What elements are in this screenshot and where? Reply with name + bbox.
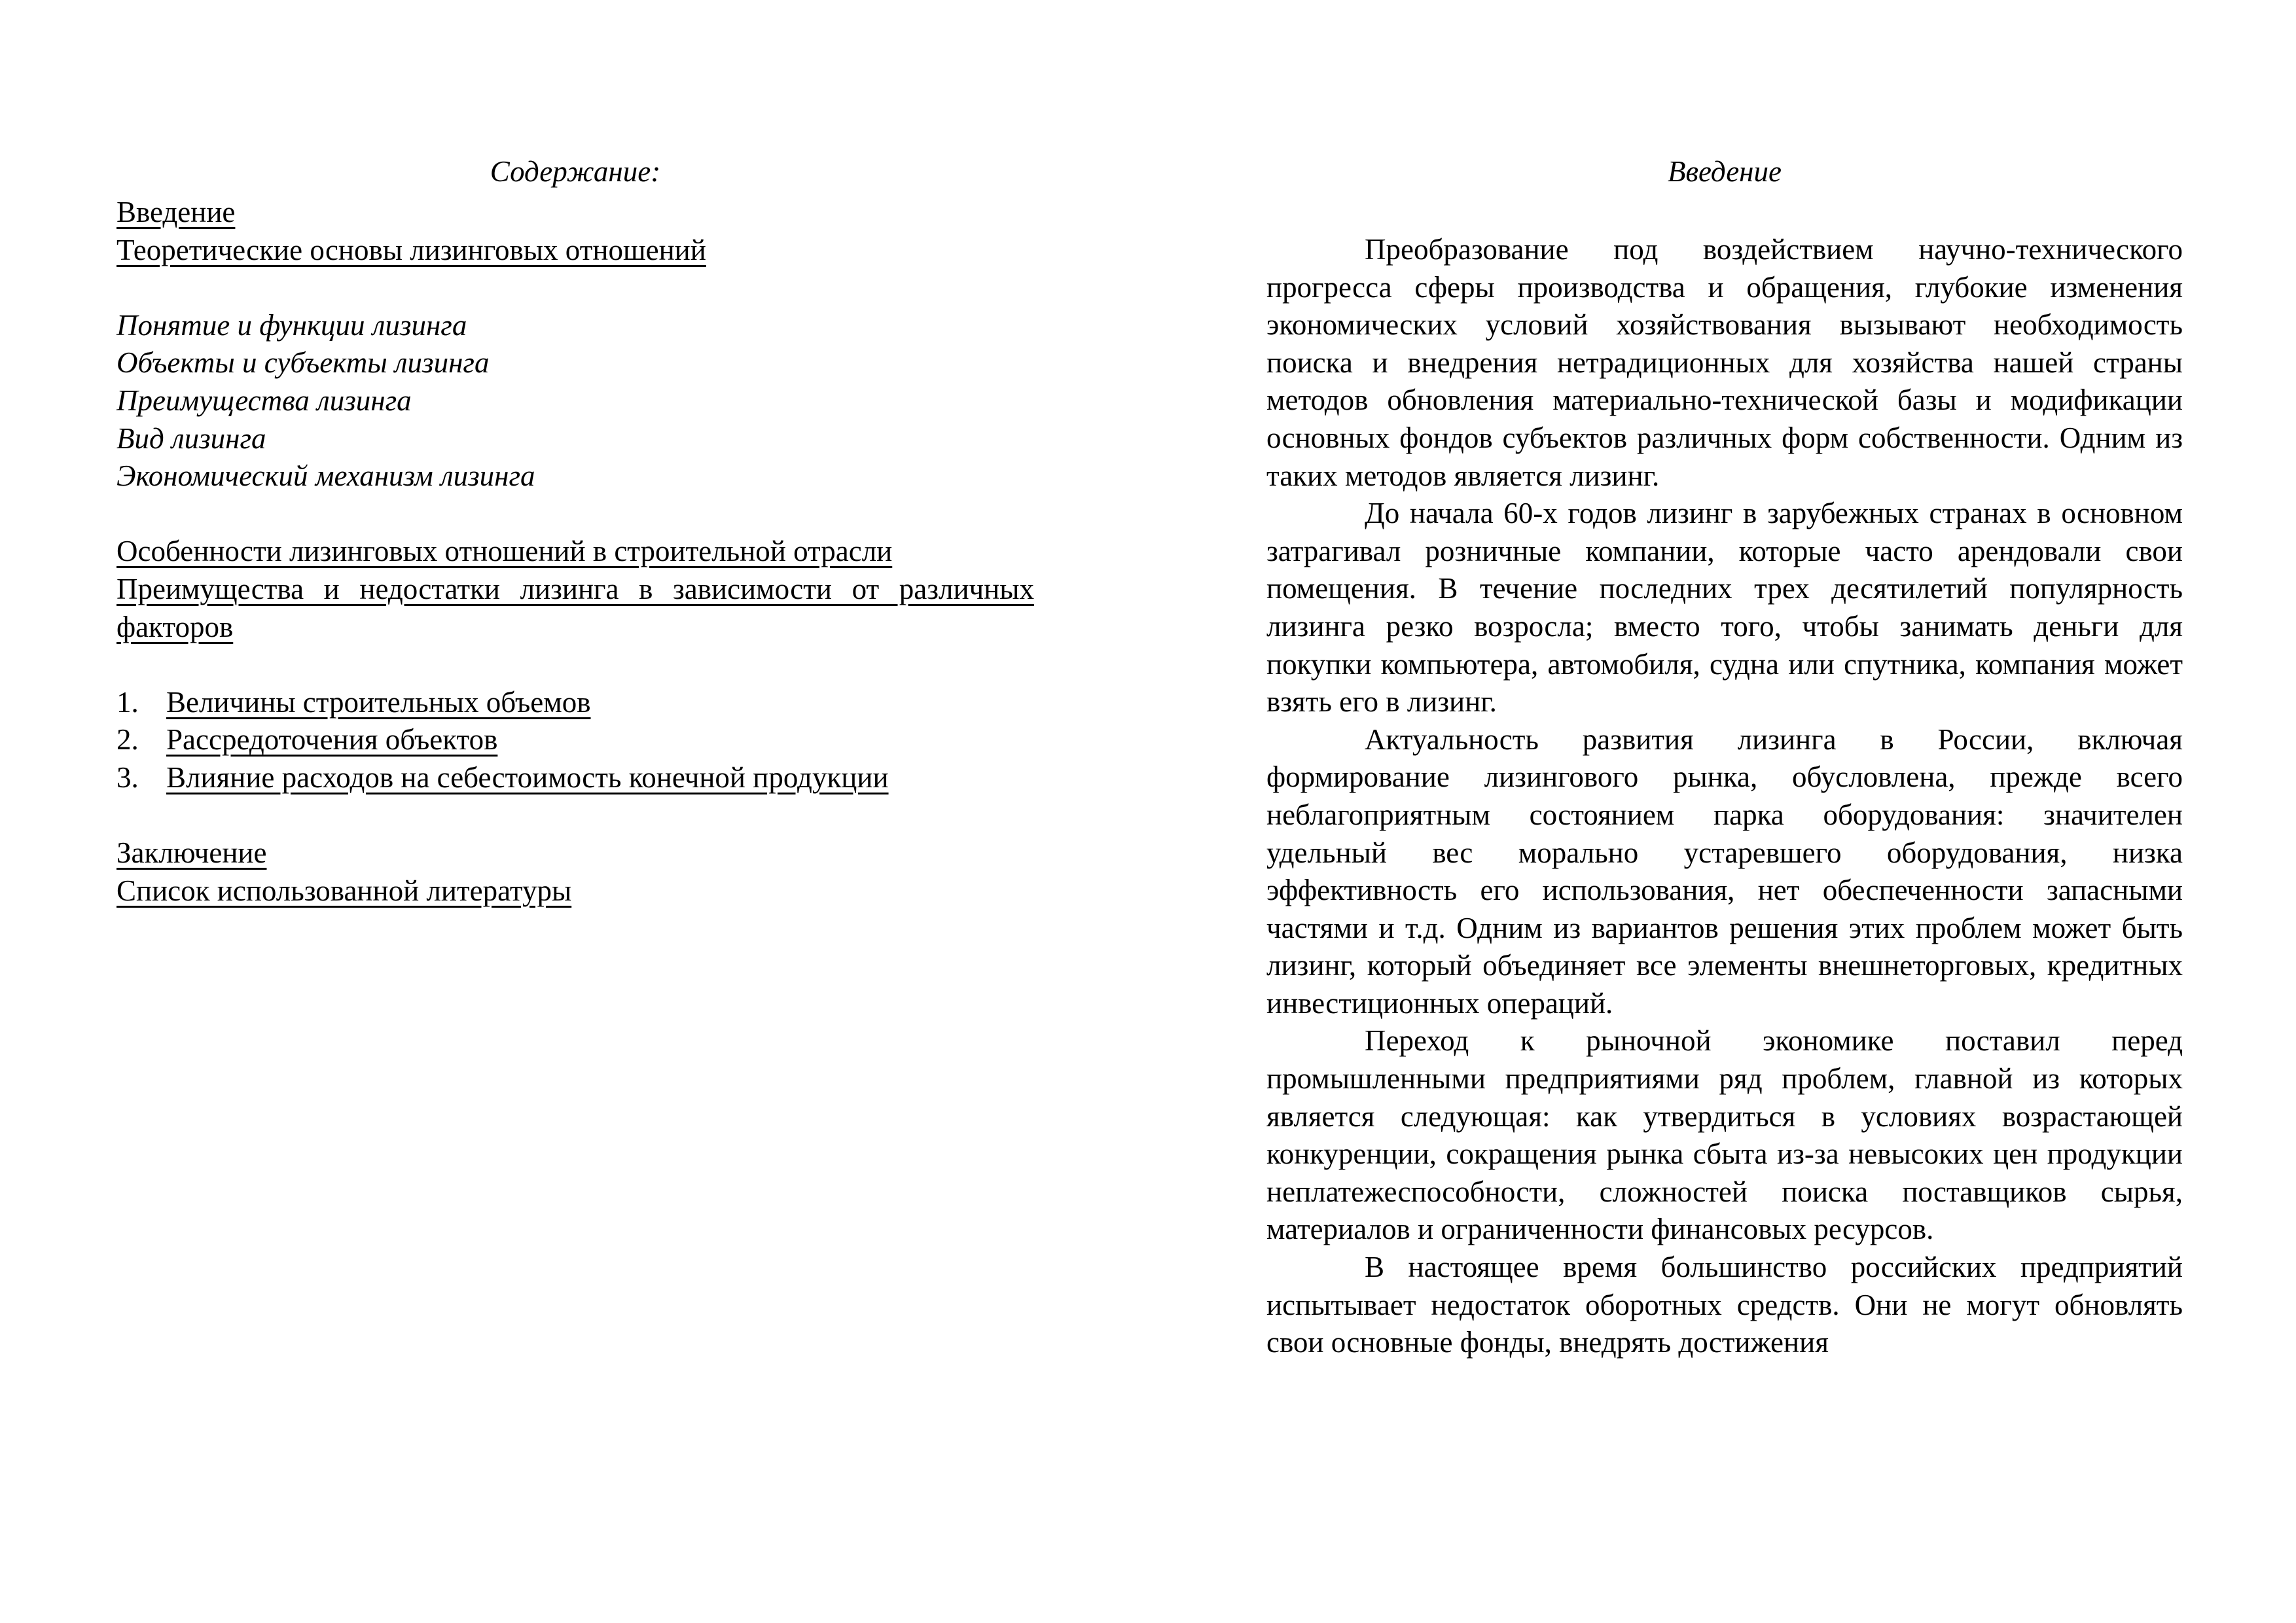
- toc-advantages-section-link[interactable]: Преимущества и недостатки лизинга в зависимости от различных факторов: [117, 572, 1034, 643]
- introduction-paragraph: Переход к рыночной экономике поставил перед промышленными предприятиями ряд проблем, главной из которых является следующая: как утвердиться в условиях возрастающей конкуренции, сокращения рынка сбыта из-за невысоких цен продукции неплатежеспособности, сложностей поиска поставщиков сырья, материалов и ограниченности финансовых ресурсов.: [1266, 1024, 2183, 1246]
- toc-theory-section-link[interactable]: Теоретические основы лизинговых отношений: [117, 233, 706, 266]
- introduction-title: Введение: [1668, 155, 1782, 188]
- table-of-contents: [117, 194, 1034, 910]
- toc-subitem: Понятие и функции лизинга: [117, 308, 467, 342]
- toc-spacer: [117, 495, 1034, 533]
- contents-title: Содержание:: [490, 155, 661, 188]
- toc-spacer: [117, 269, 1034, 307]
- toc-factor-item: [117, 759, 1034, 797]
- toc-introduction-link[interactable]: Введение: [117, 196, 236, 228]
- toc-spacer: [117, 646, 1034, 684]
- introduction-body: [1266, 231, 2183, 1362]
- toc-conclusion-link[interactable]: Заключение: [117, 836, 267, 870]
- toc-bibliography-link[interactable]: Список использованной литературы: [117, 874, 572, 907]
- introduction-page: [1266, 0, 2183, 1623]
- contents-page: [117, 0, 1034, 1623]
- toc-factor-link[interactable]: Влияние расходов на себестоимость конечной продукции: [166, 760, 889, 794]
- introduction-paragraph: До начала 60-х годов лизинг в зарубежных странах в основном затрагивал розничные компании, которые часто арендовали свои помещения. В течение последних трех десятилетий популярность лизинга резко возросла; вместо того, чтобы занимать деньги для покупки компьютера, автомобиля, судна или спутника, компания может взять его в лизинг.: [1266, 497, 2183, 719]
- introduction-paragraph: Актуальность развития лизинга в России, включая формирование лизингового рынка, обусловлена, прежде всего неблагоприятным состоянием парка оборудования: значителен удельный вес морально устаревшего оборудования, низка эффективность его использования, нет обеспеченности запасными частями и т.д. Одним из вариантов решения этих проблем может быть лизинг, который объединяет все элементы внешнеторговых, кредитных инвестиционных операций.: [1266, 722, 2183, 1020]
- toc-factor-item: [117, 721, 1034, 759]
- toc-subitem: Преимущества лизинга: [117, 383, 412, 417]
- toc-subitem: Вид лизинга: [117, 421, 266, 455]
- introduction-paragraph: Преобразование под воздействием научно-технического прогресса сферы производства и обращения, глубокие изменения экономических условий хозяйствования вызывают необходимость поиска и внедрения нетрадиционных для хозяйства нашей страны методов обновления материально-технической базы и модификации основных фондов субъектов различных форм собственности. Одним из таких методов является лизинг.: [1266, 233, 2183, 492]
- toc-subitem: Объекты и субъекты лизинга: [117, 346, 490, 380]
- toc-factor-link[interactable]: Величины строительных объемов: [166, 685, 591, 719]
- toc-subitem: Экономический механизм лизинга: [117, 459, 535, 493]
- toc-factor-item: [117, 684, 1034, 722]
- toc-factor-link[interactable]: Рассредоточения объектов: [166, 723, 498, 757]
- introduction-paragraph: В настоящее время большинство российских предприятий испытывает недостаток оборотных средств. Они не могут обновлять свои основные фонды, внедрять достижения: [1266, 1251, 2183, 1359]
- toc-construction-section-link[interactable]: Особенности лизинговых отношений в строительной отрасли: [117, 535, 893, 568]
- toc-factor-number: 3.: [117, 760, 139, 794]
- toc-spacer: [117, 797, 1034, 835]
- toc-factor-number: 2.: [117, 723, 139, 757]
- toc-factor-number: 1.: [117, 685, 139, 719]
